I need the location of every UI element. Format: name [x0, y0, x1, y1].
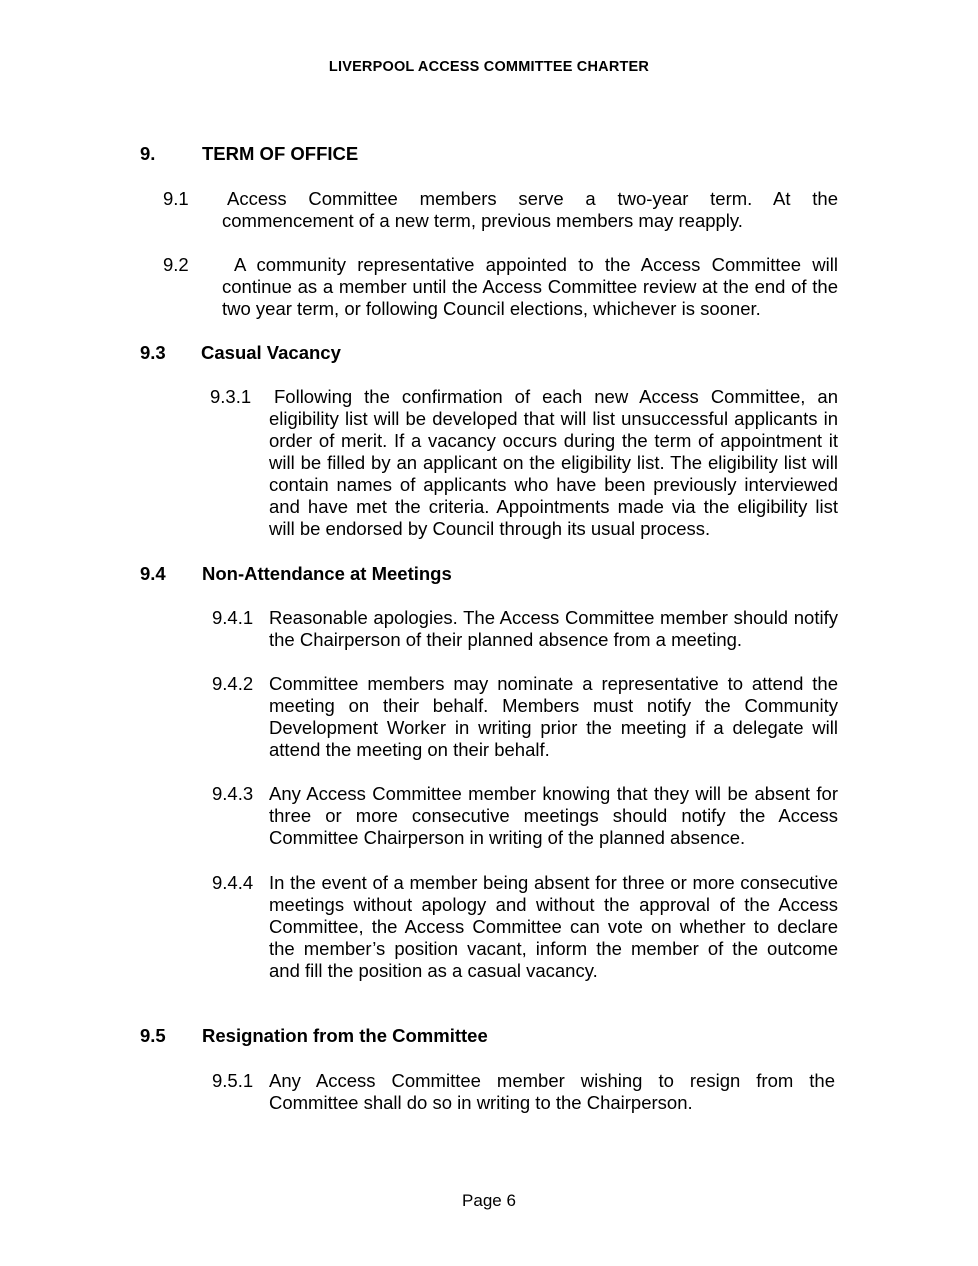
- section-9-5-number: 9.5: [140, 1025, 166, 1046]
- section-9-4-number: 9.4: [140, 563, 166, 584]
- clause-9-4-2-text: Committee members may nominate a representative to attend the meeting on their behalf. Members must notify the Community Development Worker in writing prior the meeting if a delegate will attend the meeting on their behalf.: [269, 673, 838, 760]
- clause-9-4-4-number: 9.4.4: [212, 872, 254, 893]
- clause-9-4-1-text: Reasonable apologies. The Access Committee member should notify the Chairperson of their planned absence from a meeting.: [269, 607, 838, 650]
- page-header: LIVERPOOL ACCESS COMMITTEE CHARTER: [328, 59, 650, 75]
- clause-9-2-text: A community representative appointed to the Access Committee will continue as a member until the Access Committee review at the end of the two year term, or following Council elections, whichever is sooner.: [222, 254, 838, 319]
- clause-9-4-3-number: 9.4.3: [212, 783, 254, 804]
- clause-9-5-1-number: 9.5.1: [212, 1070, 254, 1091]
- section-9-4-heading: Non-Attendance at Meetings: [202, 563, 452, 584]
- page-number: Page 6: [462, 1191, 516, 1210]
- section-9-5-heading: Resignation from the Committee: [202, 1025, 488, 1046]
- clause-9-4-1-number: 9.4.1: [212, 607, 254, 628]
- clause-9-4-2-number: 9.4.2: [212, 673, 254, 694]
- section-9-heading: TERM OF OFFICE: [202, 143, 359, 164]
- clause-9-1-text: Access Committee members serve a two-year term. At the commencement of a new term, previous members may reapply.: [222, 188, 838, 231]
- clause-9-5-1-text: Any Access Committee member wishing to resign from the Committee shall do so in writing to the Chairperson.: [269, 1070, 835, 1113]
- clause-9-3-1-text: Following the confirmation of each new Access Committee, an eligibility list will be developed that will list unsuccessful applicants in order of merit. If a vacancy occurs during the term of appointment it will be filled by an applicant on the eligibility list. The eligibility list will contain names of applicants who have been previously interviewed and have met the criteria. Appointments made via the eligibility list will be endorsed by Council through its usual process.: [269, 386, 838, 539]
- clause-9-4-3-text: Any Access Committee member knowing that they will be absent for three or more consecutive meetings should notify the Access Committee Chairperson in writing of the planned absence.: [269, 783, 838, 848]
- clause-9-4-4-text: In the event of a member being absent for three or more consecutive meetings without apology and without the approval of the Access Committee, the Access Committee can vote on whether to declare the member’s position vacant, inform the member of the outcome and fill the position as a casual vacancy.: [269, 872, 838, 981]
- section-9-3-heading: Casual Vacancy: [201, 342, 341, 363]
- section-9-3-number: 9.3: [140, 342, 166, 363]
- clause-9-3-1-number: 9.3.1: [210, 386, 252, 407]
- section-9-number: 9.: [140, 143, 156, 164]
- clause-9-1-number: 9.1: [163, 188, 189, 209]
- clause-9-2-number: 9.2: [163, 254, 189, 275]
